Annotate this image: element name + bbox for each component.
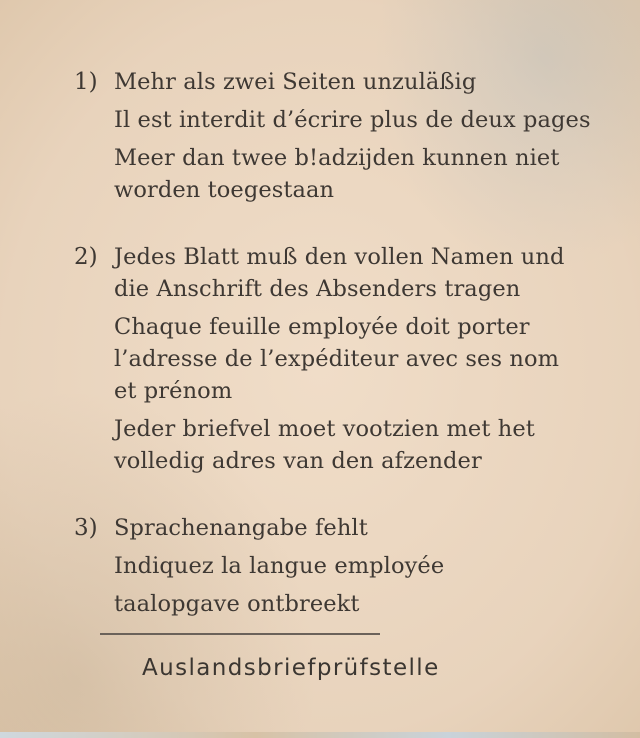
rule-dutch: Meer dan twee b!adzijden kunnen niet xyxy=(114,145,560,171)
rule-french: Indiquez la langue employée xyxy=(114,553,445,579)
section-number: 2) xyxy=(74,244,98,270)
section-text xyxy=(114,241,614,477)
rule-french: Il est interdit d’écrire plus de deux pages xyxy=(114,107,591,133)
rule-french-cont: et prénom xyxy=(114,378,233,404)
rule-dutch: Jeder briefvel moet vootzien met het xyxy=(114,416,535,442)
divider-line xyxy=(100,633,380,635)
rule-dutch-cont: volledig adres van den afzender xyxy=(114,448,482,474)
rule-french: Chaque feuille employée doit porter xyxy=(114,314,530,340)
section-text xyxy=(114,512,614,620)
rule-french-cont: l’adresse de l’expéditeur avec ses nom xyxy=(114,346,560,372)
rule-dutch-cont: worden toegestaan xyxy=(114,177,335,203)
office-stamp: Auslandsbriefprüfstelle xyxy=(142,655,440,681)
rule-german: Mehr als zwei Seiten unzuläßig xyxy=(114,69,477,95)
section-number: 1) xyxy=(74,69,98,95)
section-text xyxy=(114,66,614,206)
rule-german-cont: die Anschrift des Absenders tragen xyxy=(114,276,521,302)
rule-german: Jedes Blatt muß den vollen Namen und xyxy=(114,244,565,270)
rule-dutch: taalopgave ontbreekt xyxy=(114,591,360,617)
envelope-edge xyxy=(0,732,640,738)
rule-german: Sprachenangabe fehlt xyxy=(114,515,368,541)
section-number: 3) xyxy=(74,515,98,541)
